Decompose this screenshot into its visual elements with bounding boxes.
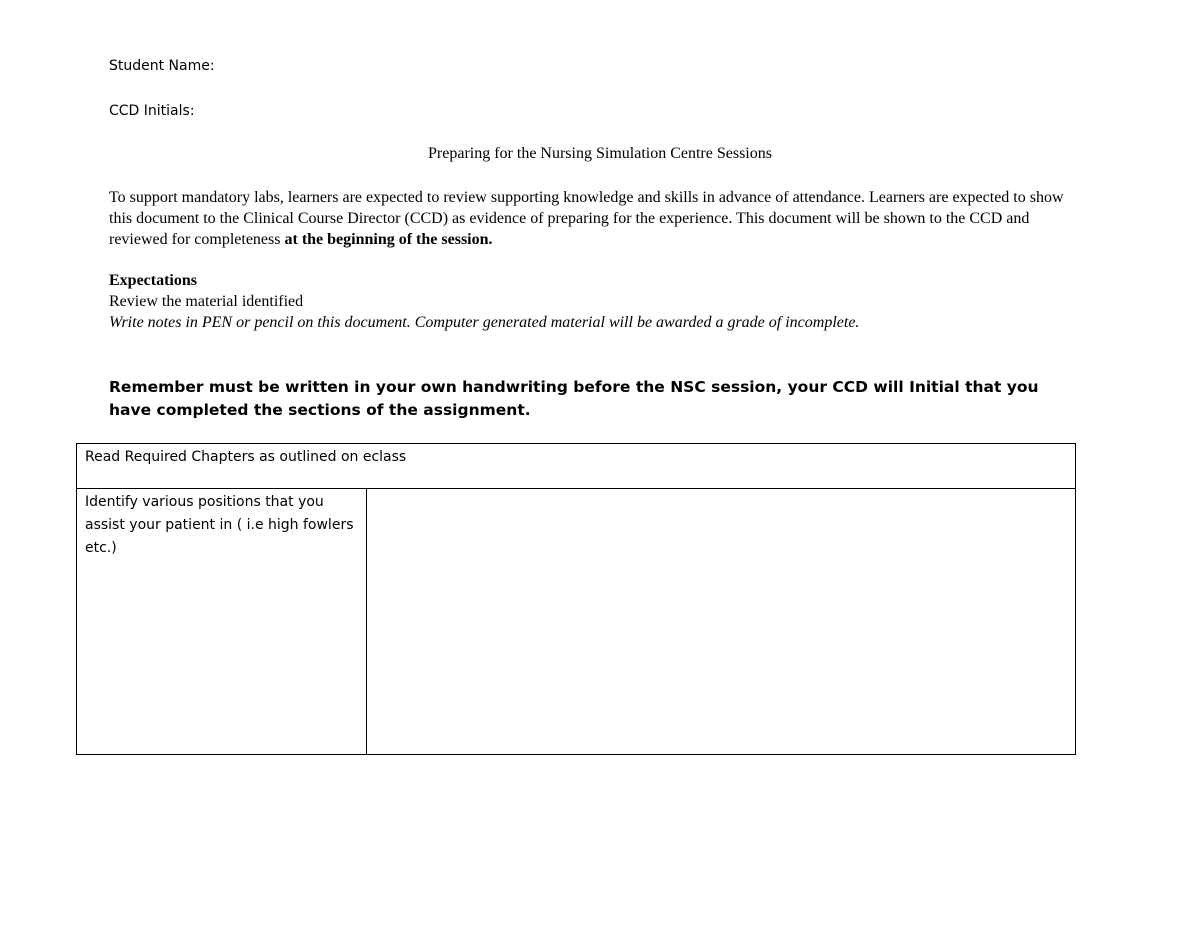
expectations-line-review: Review the material identified	[109, 293, 304, 310]
expectations-heading: Expectations	[109, 272, 197, 289]
table-row	[77, 444, 1076, 489]
positions-answer-cell[interactable]	[367, 489, 1076, 755]
ccd-initials-label: CCD Initials:	[109, 103, 195, 119]
table-row	[77, 489, 1076, 755]
student-name-label: Student Name:	[109, 58, 215, 74]
intro-paragraph	[109, 187, 1077, 250]
document-title: Preparing for the Nursing Simulation Centre Sessions	[428, 145, 772, 162]
expectations-section	[109, 270, 1077, 333]
intro-bold-tail: at the beginning of the session.	[284, 231, 493, 248]
preparation-table	[76, 443, 1076, 755]
required-chapters-cell: Read Required Chapters as outlined on eclass	[77, 444, 1076, 489]
positions-prompt-cell: Identify various positions that you assist your patient in ( i.e high fowlers etc.)	[77, 489, 367, 755]
reminder-text: Remember must be written in your own handwriting before the NSC session, your CCD will Initial that you have completed the sections of the assignment.	[109, 378, 1039, 419]
expectations-line-notes: Write notes in PEN or pencil on this document. Computer generated material will be awarded a grade of incomplete.	[109, 314, 860, 331]
intro-text: To support mandatory labs, learners are expected to review supporting knowledge and skills in advance of attendance. Learners are expected to show this document to the Clinical Course Director (CCD) as evidence of preparing for the experience. This document will be shown to the CCD and reviewed for completeness	[109, 189, 1064, 248]
